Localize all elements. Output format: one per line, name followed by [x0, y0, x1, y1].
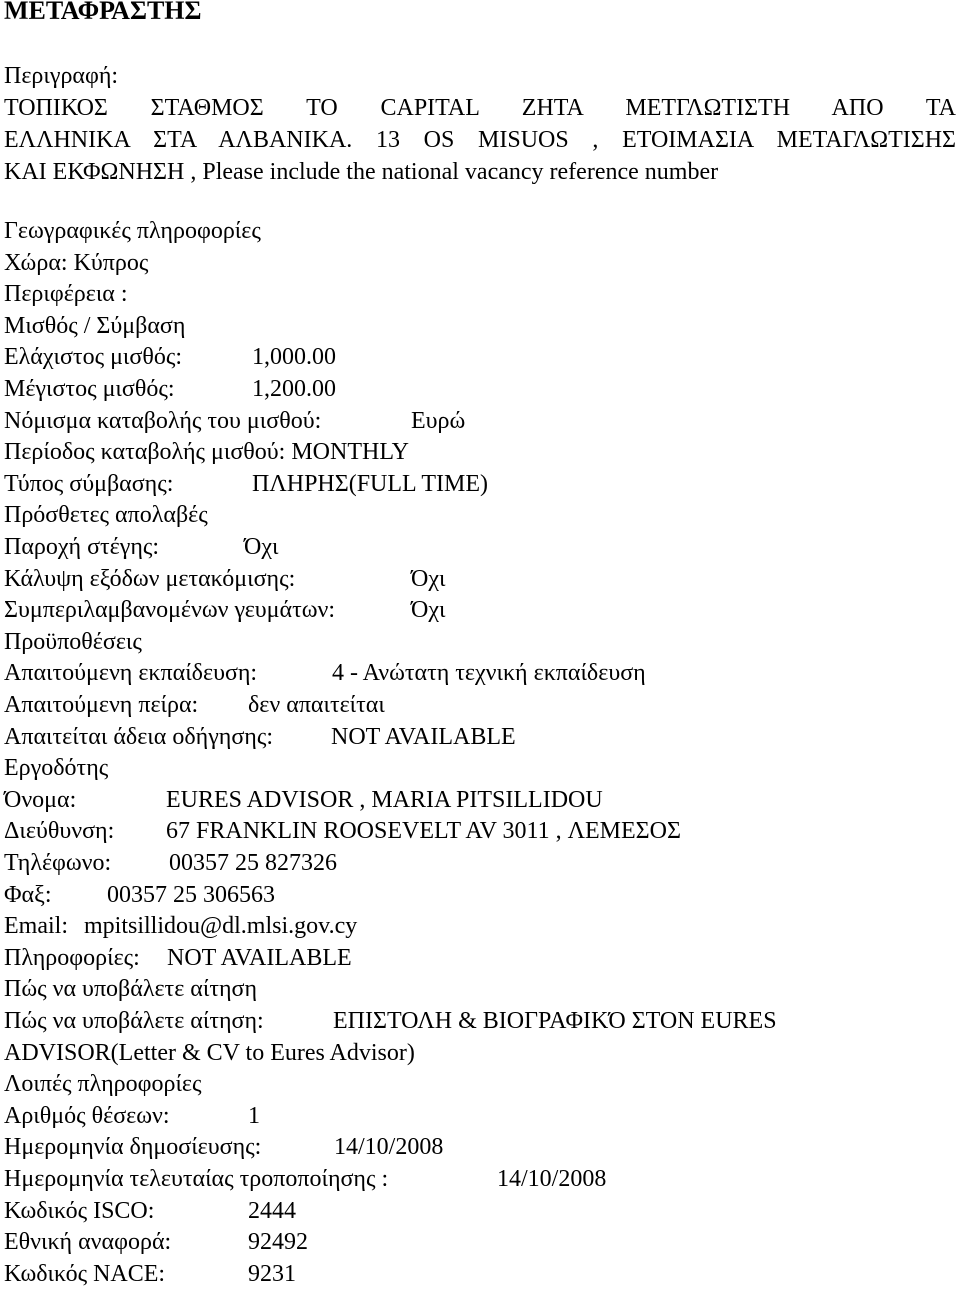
field-value: 1,200.00 [252, 376, 336, 402]
field-label: Εθνική αναφορά: [4, 1229, 172, 1256]
field-label: Εργοδότης [4, 755, 109, 782]
field-label: Συμπεριλαμβανομένων γευμάτων: [4, 597, 336, 624]
field-label: Χώρα: Κύπρος [4, 249, 149, 276]
field-label: Πώς να υποβάλετε αίτηση [4, 976, 257, 1003]
field-label: Απαιτούμενη εκπαίδευση: [4, 660, 258, 687]
field-value: 14/10/2008 [334, 1134, 444, 1161]
field-label: Τύπος σύμβασης: [4, 470, 174, 497]
field-value: δεν απαιτείται [248, 692, 385, 718]
field-value: NOT AVAILABLE [167, 944, 352, 971]
field-label: Πώς να υποβάλετε αίτηση: [4, 1008, 264, 1034]
field-label: Απαιτείται άδεια οδήγησης: [4, 723, 274, 750]
field-label: Ημερομηνία δημοσίευσης: [4, 1134, 262, 1161]
field-value: 1 [248, 1102, 260, 1129]
field-value: 67 FRANKLIN ROOSEVELT AV 3011 , ΛΕΜΕΣΟΣ [166, 818, 681, 845]
field-value: 9231 [248, 1260, 296, 1287]
field-label: Τηλέφωνο: [4, 850, 112, 876]
field-label: Λοιπές πληροφορίες [4, 1071, 202, 1098]
field-label: Ελάχιστος μισθός: [4, 344, 182, 371]
description-heading: Περιγραφή: [4, 63, 119, 89]
field-value: mpitsillidou@dl.mlsi.gov.cy [84, 913, 358, 940]
field-label: Προϋποθέσεις [4, 628, 142, 655]
field-label: Νόμισμα καταβολής του μισθού: [4, 407, 322, 434]
field-value: 00357 25 306563 [107, 881, 275, 908]
field-label: Κωδικός ISCO: [4, 1197, 155, 1224]
field-label: Email: [4, 913, 68, 940]
field-label: Περίοδος καταβολής μισθού: MONTHLY [4, 439, 409, 466]
field-value: Όχι [411, 597, 446, 624]
field-label: Περιφέρεια : [4, 281, 128, 308]
field-value: Όχι [244, 534, 279, 560]
field-value: 4 - Ανώτατη τεχνική εκπαίδευση [332, 660, 646, 687]
document-title: ΜΕΤΑΦΡΑΣΤΗΣ [4, 0, 202, 25]
field-label: Μισθός / Σύμβαση [4, 312, 186, 339]
description-block [4, 60, 956, 188]
field-value: 2444 [248, 1197, 296, 1224]
description-line: ΚΑΙ ΕΚΦΩΝΗΣΗ , Please include the national vacancy reference number [4, 159, 719, 185]
field-label: Παροχή στέγης: [4, 534, 160, 560]
field-label: Κάλυψη εξόδων μετακόμισης: [4, 565, 296, 592]
field-value: 1,000.00 [252, 344, 336, 371]
field-label: Όνομα: [4, 786, 77, 813]
field-label: Γεωγραφικές πληροφορίες [4, 218, 261, 244]
field-value: 14/10/2008 [497, 1166, 607, 1192]
field-label: ADVISOR(Letter & CV to Eures Advisor) [4, 1039, 415, 1066]
field-label: Πρόσθετες απολαβές [4, 502, 208, 529]
field-label: Απαιτούμενη πείρα: [4, 692, 199, 718]
field-label: Αριθμός θέσεων: [4, 1102, 170, 1129]
field-value: ΕΠΙΣΤΟΛΗ & ΒΙΟΓΡΑΦΙΚΌ ΣΤΟΝ EURES [333, 1008, 777, 1034]
field-value: ΠΛΗΡΗΣ(FULL TIME) [252, 470, 489, 497]
field-label: Διεύθυνση: [4, 818, 115, 845]
description-line: ΤΟΠΙΚΟΣ ΣΤΑΘΜΟΣ ΤΟ CAPITAL ΖΗΤΑ ΜΕΤΓΛΩΤΙΣΤΗ ΑΠΟ ΤΑ [4, 95, 956, 121]
field-label: Πληροφορίες: [4, 944, 140, 971]
field-value: 00357 25 827326 [169, 850, 337, 876]
field-value: Ευρώ [411, 407, 466, 434]
description-line: ΕΛΛΗΝΙΚΑ ΣΤΑ ΑΛΒΑΝΙΚΑ. 13 OS MISUOS , ΕΤΟΙΜΑΣΙΑ ΜΕΤΑΓΛΩΤΙΣΗΣ [4, 127, 956, 153]
field-label: Ημερομηνία τελευταίας τροποποίησης : [4, 1166, 389, 1192]
field-label: Φαξ: [4, 881, 52, 908]
field-label: Μέγιστος μισθός: [4, 376, 175, 402]
field-value: EURES ADVISOR , MARIA PITSILLIDOU [166, 786, 603, 813]
field-value: NOT AVAILABLE [331, 723, 516, 750]
field-value: 92492 [248, 1229, 308, 1256]
field-value: Όχι [411, 565, 446, 592]
field-label: Κωδικός NACE: [4, 1260, 166, 1287]
